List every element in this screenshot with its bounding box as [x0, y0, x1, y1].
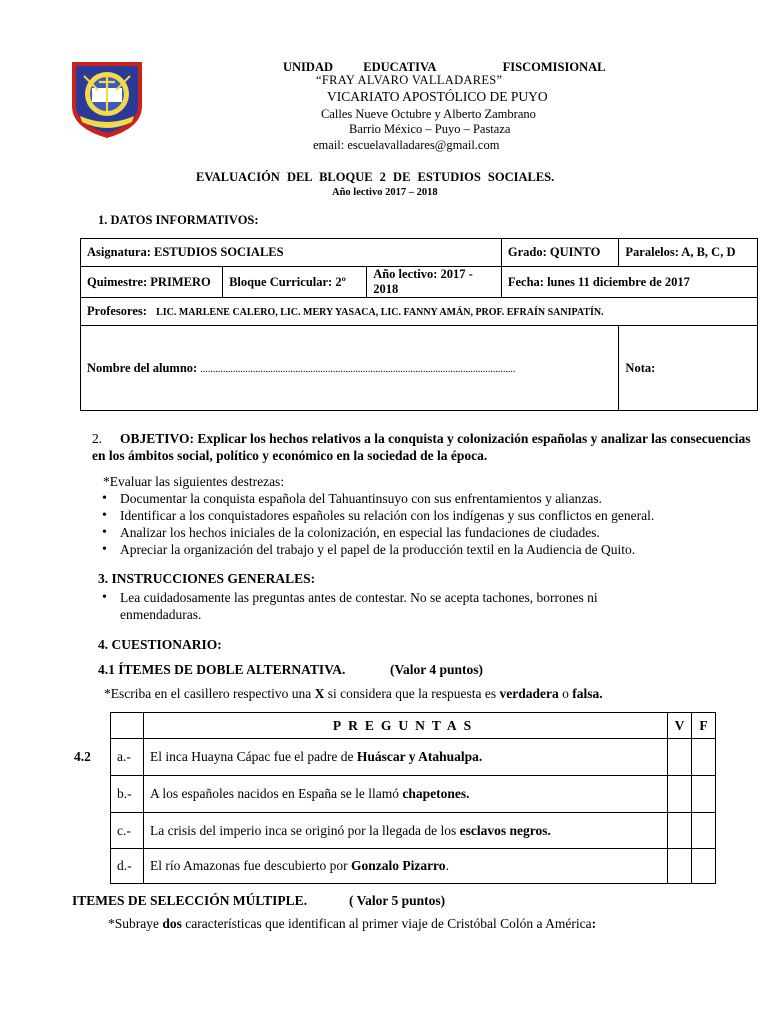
section-4-1-value: (Valor 4 puntos) [390, 662, 484, 677]
list-item: • Analizar los hechos iniciales de la colonización, en especial las fundaciones de ciudades. [102, 524, 762, 541]
instr43-pre: *Subraye [108, 916, 163, 931]
multiple-choice-instructions [108, 916, 596, 932]
table-row [111, 776, 716, 813]
info-nombre-dots: .............................................................................................................................. [200, 363, 516, 375]
info-paralelos: Paralelos: A, B, C, D [619, 239, 758, 267]
header-educativa: EDUCATIVA [363, 60, 437, 74]
instr43-colon: : [591, 916, 597, 931]
question-bold: Huáscar y Atahualpa. [356, 749, 483, 764]
list-item: • Lea cuidadosamente las preguntas antes de contestar. No se acepta tachones, borrones ni enmendaduras. [102, 589, 662, 623]
answer-v-box[interactable] [668, 776, 692, 813]
list-item: • Identificar a los conquistadores españoles su relación con los indígenas y sus conflictos en general. [102, 507, 762, 524]
header-school-name: “FRAY ALVARO VALLADARES” [316, 73, 503, 87]
row-letter: a.- [111, 739, 144, 776]
instr-verdadera: verdadera [499, 686, 559, 701]
info-fecha: Fecha: lunes 11 diciembre de 2017 [501, 267, 757, 298]
instr-falsa: falsa. [572, 686, 603, 701]
objective-text: OBJETIVO: Explicar los hechos relativos a la conquista y colonización españolas y analizar las consecuencias en los ámbitos social, político y económico en la sociedad de la época. [92, 431, 751, 463]
question-text: El inca Huayna Cápac fue el padre de [150, 749, 357, 764]
multiple-choice-title: ITEMES DE SELECCIÓN MÚLTIPLE. [72, 893, 308, 908]
question-bold: Gonzalo Pizarro [350, 858, 446, 873]
row-letter: c.- [111, 813, 144, 849]
question-text: La crisis del imperio inca se originó por la llegada de los [150, 822, 460, 838]
header-unidad: UNIDAD [283, 60, 333, 74]
info-table [80, 238, 758, 411]
table-row [111, 739, 716, 776]
header-fiscomisional: FISCOMISIONAL [502, 60, 606, 74]
header-f: F [692, 713, 716, 739]
header-barrio: Barrio México – Puyo – Pastaza [349, 122, 511, 136]
question-bold: esclavos negros. [459, 822, 551, 838]
evaluation-year: Año lectivo 2017 – 2018 [332, 187, 438, 198]
row-question [144, 776, 668, 813]
row-question [144, 739, 668, 776]
table-row [111, 849, 716, 884]
instr-x: X [314, 686, 325, 701]
table-row [111, 813, 716, 849]
header-address: Calles Nueve Octubre y Alberto Zambrano [321, 107, 536, 121]
info-nombre-label: Nombre del alumno: [87, 360, 198, 375]
section-4-1-instructions [104, 686, 603, 702]
destrezas-intro: *Evaluar las siguientes destrezas: [103, 474, 285, 489]
question-bold: chapetones. [402, 786, 470, 801]
answer-v-box[interactable] [668, 813, 692, 849]
header-email: email: escuelavalladares@gmail.com [313, 138, 500, 152]
section-4-1-title: 4.1 ÍTEMES DE DOBLE ALTERNATIVA. [98, 662, 346, 677]
row-letter: b.- [111, 776, 144, 813]
answer-f-box[interactable] [692, 776, 716, 813]
section-1-title: 1. DATOS INFORMATIVOS: [98, 213, 259, 227]
info-quimestre: Quimestre: PRIMERO [81, 267, 223, 298]
row-question [144, 849, 668, 884]
school-crest-logo [66, 58, 148, 140]
header-v: V [668, 713, 692, 739]
section-3-title: 3. INSTRUCCIONES GENERALES: [98, 571, 316, 586]
answer-f-box[interactable] [692, 813, 716, 849]
info-profesores: LIC. MARLENE CALERO, LIC. MERY YASACA, LIC. FANNY AMÁN, PROF. EFRAÍN SANIPATÍN. [156, 307, 604, 318]
instructions-list [102, 589, 662, 623]
instr-pre: *Escriba en el casillero respectivo una [104, 686, 315, 701]
info-nota-label: Nota: [625, 360, 656, 375]
evaluation-title: EVALUACIÓN DEL BLOQUE 2 DE ESTUDIOS SOCIALES. [196, 170, 555, 184]
answer-f-box[interactable] [692, 849, 716, 884]
row-question [144, 813, 668, 849]
info-bloque: Bloque Curricular: 2º [223, 267, 367, 298]
info-nombre-cell[interactable] [81, 326, 619, 411]
instr43-post: características que identifican al primer viaje de Cristóbal Colón a América [181, 916, 592, 931]
multiple-choice-value: ( Valor 5 puntos) [349, 893, 446, 908]
question-text: El río Amazonas fue descubierto por [150, 858, 351, 873]
instr-mid: si considera que la respuesta es [324, 686, 500, 701]
section-4-2-label: 4.2 [74, 749, 91, 764]
info-profesores-label: Profesores: [87, 304, 147, 318]
row-letter: d.- [111, 849, 144, 884]
section-4-title: 4. CUESTIONARIO: [98, 637, 222, 652]
question-after: . [445, 858, 449, 873]
info-nota-cell[interactable] [619, 326, 758, 411]
info-profesores-row [81, 298, 758, 326]
objective-paragraph [92, 430, 756, 464]
answer-v-box[interactable] [668, 849, 692, 884]
instr-o: o [558, 686, 573, 701]
info-asignatura: Asignatura: ESTUDIOS SOCIALES [81, 239, 502, 267]
answer-v-box[interactable] [668, 739, 692, 776]
header-blank [111, 713, 144, 739]
destrezas-list [102, 490, 762, 558]
header-vicariato: VICARIATO APOSTÓLICO DE PUYO [327, 89, 548, 104]
info-grado: Grado: QUINTO [501, 239, 619, 267]
list-item: • Apreciar la organización del trabajo y el papel de la producción textil en la Audiencia de Quito. [102, 541, 762, 558]
objective-number: 2. [92, 431, 103, 446]
question-text: A los españoles nacidos en España se le llamó [150, 786, 403, 801]
instr43-bold: dos [162, 916, 182, 931]
info-ano-lectivo: Año lectivo: 2017 - 2018 [367, 267, 502, 298]
answer-f-box[interactable] [692, 739, 716, 776]
questions-header: PREGUNTAS [144, 713, 668, 739]
questions-table [110, 712, 716, 884]
list-item: • Documentar la conquista española del Tahuantinsuyo con sus enfrentamientos y alianzas. [102, 490, 762, 507]
